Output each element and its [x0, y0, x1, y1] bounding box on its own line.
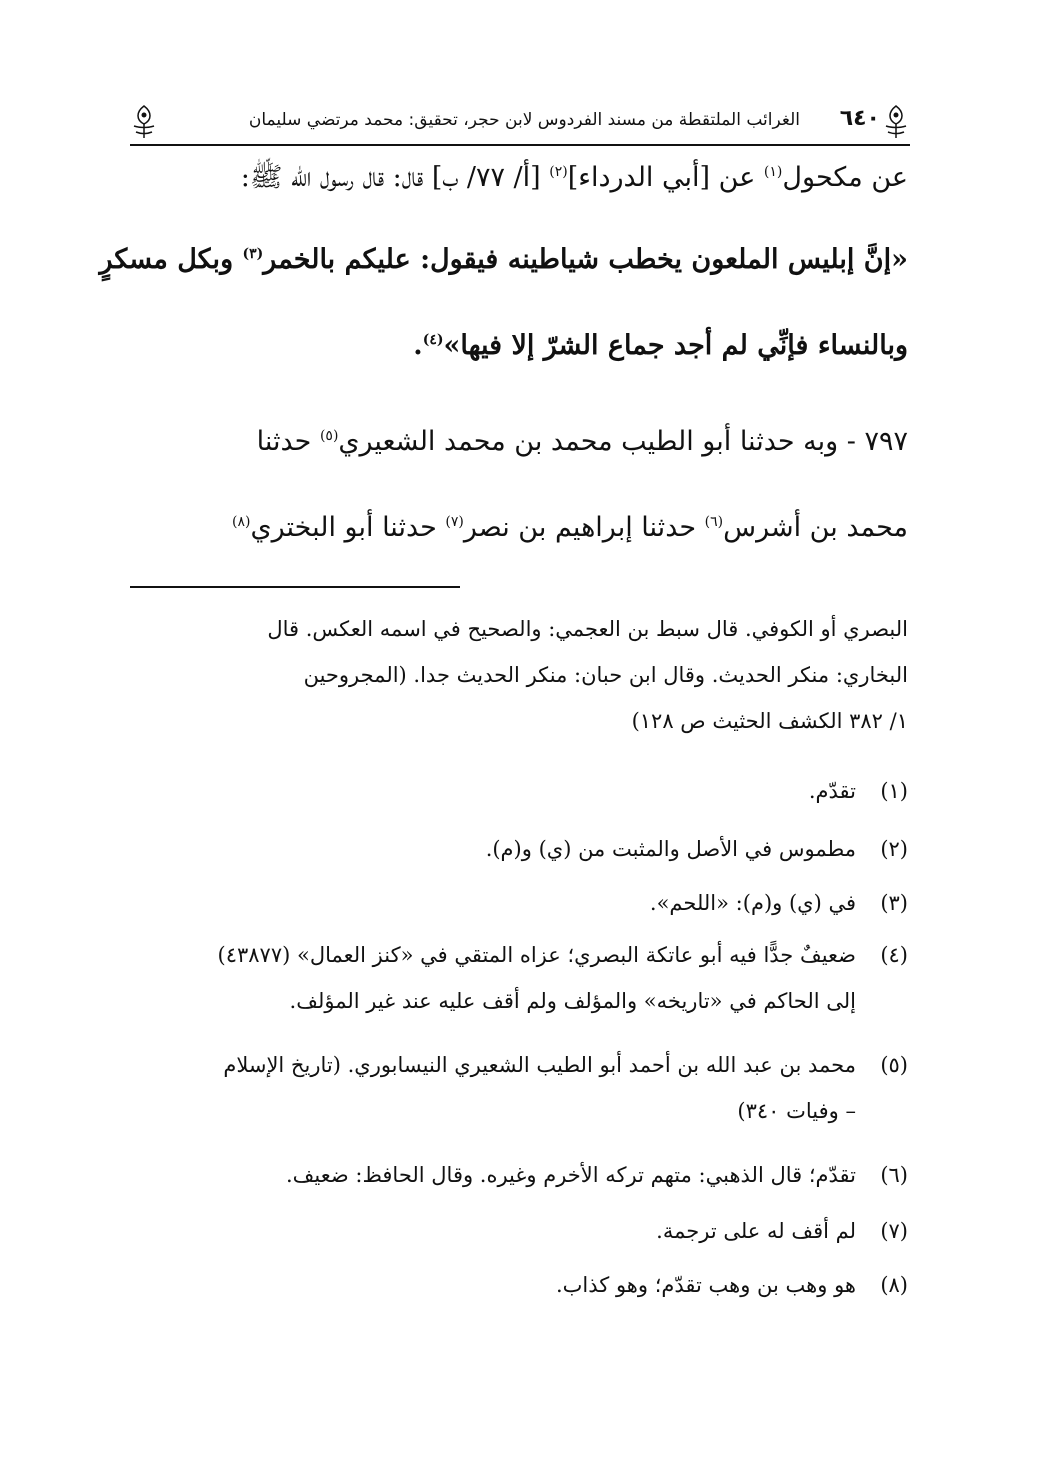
footnote-text: تقدّم؛ قال الذهبي: متهم تركه الأخرم وغيره. وقال الحافظ: ضعيف.	[285, 1163, 856, 1187]
footnote-ref: (٥)	[319, 428, 339, 444]
footnote-ref: (٢)	[549, 164, 568, 180]
footnote-text: في (ي) و(م): «اللحم».	[649, 891, 856, 915]
footnote-ref: (٣)	[242, 246, 264, 262]
running-title: الغرائب الملتقطة من مسند الفردوس لابن حجر، تحقيق: محمد مرتضي سليمان	[248, 110, 800, 130]
footnote-ref: (٨)	[232, 514, 251, 530]
footnote-number: (٣)	[880, 891, 908, 915]
footnote-ref: (٦)	[704, 514, 724, 530]
footnote-number: (١)	[880, 779, 908, 803]
text-run: [أ/ ٧٧/ ب] قال: قال رسول الله ﷺ:	[240, 162, 550, 193]
footnote-text: ضعيفٌ جدًّا فيه أبو عاتكة البصري؛ عزاه المتقي في «كنز العمال» (٤٣٨٧٧)	[217, 943, 856, 967]
header-rule	[130, 144, 910, 146]
footnote-separator	[130, 586, 460, 588]
text-run: وبالنساء فإنِّي لم أجد جماع الشرّ إلا فيها»	[443, 330, 908, 361]
footnote-text: لم أقف له على ترجمة.	[656, 1219, 856, 1243]
footnote-item	[128, 1262, 908, 1308]
footnote-number: (٥)	[880, 1053, 908, 1077]
footnote-item	[128, 826, 908, 872]
footnote-line: البخاري: منكر الحديث. وقال ابن حبان: منكر الحديث جدا. (المجروحين	[303, 663, 908, 687]
footnote-line: ١/ ٣٨٢ الكشف الحثيث ص ١٢٨)	[631, 709, 908, 733]
footnote-item	[128, 1042, 908, 1134]
footnote-ref: (٧)	[445, 514, 464, 530]
text-line	[257, 426, 908, 457]
text-run: .	[413, 330, 423, 361]
footnote-text: تقدّم.	[808, 779, 856, 803]
footnote-ref: (١)	[763, 164, 783, 180]
text-line	[241, 160, 908, 200]
footnote-item	[128, 1152, 908, 1198]
footnote-ref: (٤)	[422, 332, 444, 348]
text-run: عن مكحول	[782, 162, 908, 193]
text-run: ٧٩٧ - وبه حدثنا أبو الطيب محمد بن محمد الشعيري	[338, 426, 908, 457]
footnote-continuation	[128, 606, 908, 744]
footnote-text: هو وهب بن وهب تقدّم؛ وهو كذاب.	[555, 1273, 856, 1297]
text-run: وبكل مسكرٍ	[99, 244, 243, 275]
text-run: «إنَّ إبليس الملعون يخطب شياطينه فيقول: عليكم بالخمر	[263, 244, 908, 275]
text-run: عن [أبي الدرداء]	[567, 162, 764, 193]
footnote-line: البصري أو الكوفي. قال سبط بن العجمي: والصحيح في اسمه العكس. قال	[267, 617, 908, 641]
footnote-item	[128, 1208, 908, 1254]
footnote-number: (٧)	[880, 1219, 908, 1243]
footnote-item	[128, 768, 908, 814]
footnote-number: (٦)	[880, 1163, 908, 1187]
text-run: حدثنا أبو البختري	[250, 512, 446, 543]
page-number: ٦٤٠	[839, 106, 880, 131]
ornament-icon	[882, 104, 910, 140]
footnote-item	[128, 932, 908, 1024]
footnote-text: مطموس في الأصل والمثبت من (ي) و(م).	[485, 837, 856, 861]
footnote-text: إلى الحاكم في «تاريخه» والمؤلف ولم أقف عليه عند غير المؤلف.	[289, 989, 856, 1013]
footnote-item	[128, 880, 908, 926]
footnote-text: محمد بن عبد الله بن أحمد أبو الطيب الشعيري النيسابوري. (تاريخ الإسلام	[223, 1053, 856, 1077]
hadith-text-line	[99, 244, 908, 275]
footnote-number: (٨)	[880, 1273, 908, 1297]
page-header	[130, 104, 910, 144]
text-run: محمد بن أشرس	[723, 512, 908, 543]
text-line	[232, 512, 908, 543]
ornament-icon	[130, 104, 158, 140]
footnote-number: (٢)	[880, 837, 908, 861]
footnote-text: – وفيات ٣٤٠)	[737, 1099, 856, 1123]
text-run: حدثنا إبراهيم بن نصر	[463, 512, 705, 543]
hadith-text-line	[413, 330, 908, 361]
text-run: حدثنا	[256, 426, 320, 457]
footnote-number: (٤)	[880, 943, 908, 967]
